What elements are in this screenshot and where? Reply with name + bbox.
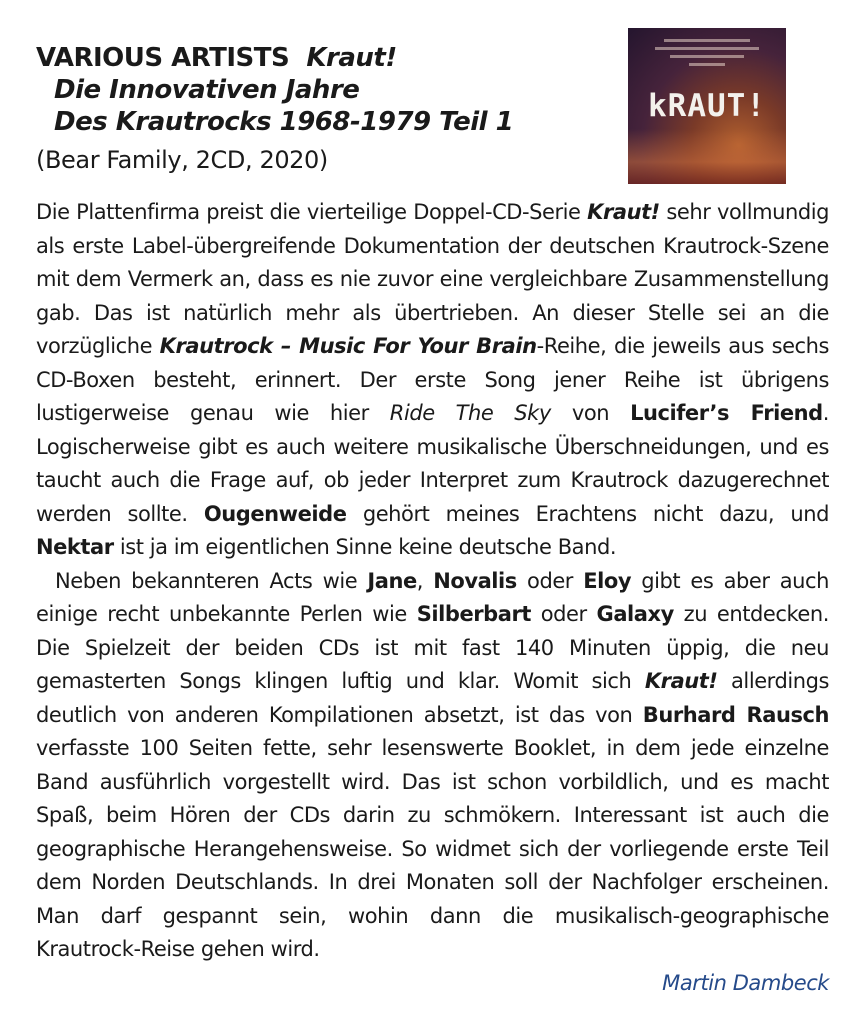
album-ref: Kraut! bbox=[644, 669, 718, 693]
release-info: (Bear Family, 2CD, 2020) bbox=[36, 146, 328, 174]
band-name: Galaxy bbox=[596, 602, 674, 626]
cover-small-text-block bbox=[646, 34, 768, 74]
artist-name: VARIOUS ARTISTS bbox=[36, 43, 290, 73]
header-line-1 bbox=[36, 42, 616, 74]
cover-band-photo bbox=[628, 129, 786, 184]
review-author: Martin Dambeck bbox=[662, 970, 829, 995]
review-header bbox=[36, 42, 616, 176]
album-title: Kraut! bbox=[306, 43, 397, 73]
band-name: Lucifer’s Friend bbox=[630, 401, 823, 425]
paragraph-2: Neben bekannteren Acts wie Jane, Novalis oder Eloy gibt es aber auch einige recht unbekannte Perlen wie Silberbart oder Galaxy zu entdecken. Die Spielzeit der beiden CDs ist mit fast 140 Minuten üppig, die neu gemasterten Songs klingen luftig und klar. Womit sich Kraut! allerdings deutlich von anderen Kompilationen absetzt, ist das von Burhard Rausch verfasste 100 Seiten fette, sehr lesenswerte Booklet, in dem jede einzelne Band ausführlich vorgestellt wird. Das ist schon vorbildlich, und es macht Spaß, beim Hören der CDs darin zu schmökern. Interessant ist auch die geographische Herangehensweise. So widmet sich der vorliegende erste Teil dem Norden Deutschlands. In drei Monaten soll der Nachfolger erscheinen. Man darf gespannt sein, wohin dann die musikalisch-geographische Krautrock-Reise gehen wird. bbox=[36, 568, 829, 961]
song-title: Ride The Sky bbox=[389, 401, 551, 425]
album-cover-image bbox=[628, 28, 786, 184]
band-name: Novalis bbox=[433, 568, 517, 593]
paragraph-1: Die Plattenfirma preist die vierteilige Doppel-CD-Serie Kraut! sehr vollmundig als erste Label-übergreifende Dokumentation der deutschen Krautrock-Szene mit dem Vermerk an, dass es nie zuvor eine vergleichbare Zusammenstellung gab. Das ist natürlich mehr als übertrieben. An dieser Stelle sei an die vorzügliche Krautrock – Music For Your Brain-Reihe, die jeweils aus sechs CD-Boxen besteht, erinnert. Der erste Song jener Reihe ist übrigens lustigerweise genau wie hier Ride The Sky von Lucifer’s Friend. Logischerweise gibt es auch weitere musikalische Überschneidungen, und es taucht auch die Frage auf, ob jeder Interpret zum Krautrock dazugerechnet werden sollte. Ougenweide gehört meines Erachtens nicht dazu, und Nektar ist ja im eigentlichen Sinne keine deutsche Band. bbox=[36, 200, 829, 559]
series-ref: Krautrock – Music For Your Brain bbox=[159, 334, 537, 358]
album-subtitle-line-2: Die Innovativen Jahre bbox=[54, 75, 360, 105]
band-name: Nektar bbox=[36, 535, 114, 559]
band-name: Jane bbox=[367, 568, 417, 593]
author-ref: Burhard Rausch bbox=[642, 702, 829, 727]
band-name: Ougenweide bbox=[203, 501, 347, 526]
album-ref: Kraut! bbox=[587, 200, 660, 224]
album-subtitle-line-3: Des Krautrocks 1968-1979 Teil 1 bbox=[54, 107, 514, 137]
cover-title-text: kRAUT! bbox=[648, 88, 766, 124]
review-body bbox=[36, 196, 829, 1000]
signature-row bbox=[36, 967, 829, 1001]
band-name: Eloy bbox=[583, 568, 632, 593]
band-name: Silberbart bbox=[416, 602, 531, 626]
